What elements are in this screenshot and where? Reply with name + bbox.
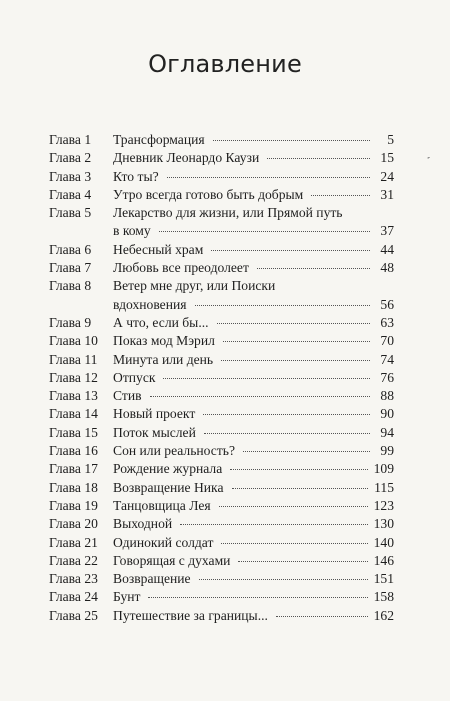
- toc-entry[interactable]: [49, 588, 394, 606]
- toc-entry[interactable]: [49, 479, 394, 497]
- page-number: 76: [380, 369, 394, 385]
- chapter-title: [113, 387, 394, 405]
- chapter-title-line: Возвращение: [113, 571, 191, 587]
- page-number: 130: [373, 516, 394, 532]
- dot-leader: [195, 305, 371, 306]
- dot-leader: [243, 451, 370, 452]
- chapter-title: [113, 497, 394, 515]
- page-number: 94: [380, 424, 394, 440]
- chapter-title: [113, 570, 394, 588]
- chapter-title-line: Бунт: [113, 589, 141, 605]
- chapter-title: [113, 479, 394, 497]
- page-number: 48: [380, 260, 394, 276]
- chapter-number: Глава 13: [49, 388, 98, 404]
- chapter-title-line: Небесный храм: [113, 241, 204, 257]
- toc-entry[interactable]: [49, 351, 394, 369]
- toc-entry[interactable]: [49, 570, 394, 588]
- chapter-number: Глава 5: [49, 205, 92, 221]
- chapter-number: Глава 8: [49, 278, 92, 294]
- dot-leader: [167, 177, 370, 178]
- toc-entry[interactable]: [49, 314, 394, 332]
- chapter-title-line: Кто ты?: [113, 168, 159, 184]
- toc-entry[interactable]: [49, 168, 394, 186]
- toc-entry[interactable]: [49, 607, 394, 625]
- page-number: 158: [373, 589, 394, 605]
- chapter-title-line: А что, если бы...: [113, 314, 209, 330]
- chapter-title-line: Танцовщица Лея: [113, 497, 211, 513]
- page-number: 162: [373, 607, 394, 623]
- dot-leader: [276, 616, 368, 617]
- page-title: Оглавление: [148, 50, 302, 78]
- chapter-title-line: Путешествие за границы...: [113, 607, 268, 623]
- chapter-title: [113, 534, 394, 552]
- chapter-title: [113, 442, 394, 460]
- page-number: 90: [380, 406, 394, 422]
- toc-entry[interactable]: [49, 405, 394, 423]
- toc-entry[interactable]: [49, 332, 394, 350]
- toc-entry[interactable]: [49, 277, 394, 314]
- page-number: 37: [380, 223, 394, 239]
- dot-leader: [238, 561, 367, 562]
- chapter-title-line: Говорящая с духами: [113, 552, 231, 568]
- page-number: 5: [387, 132, 394, 147]
- chapter-title-line: Новый проект: [113, 406, 196, 422]
- chapter-title: [113, 277, 394, 314]
- chapter-title-line: Отпуск: [113, 369, 156, 385]
- dot-leader: [199, 579, 368, 580]
- chapter-number: Глава 10: [49, 333, 98, 349]
- chapter-title-line: Поток мыслей: [113, 424, 196, 440]
- chapter-title-line: Дневник Леонардо Каузи: [113, 150, 260, 166]
- toc-entry[interactable]: [49, 204, 394, 241]
- dot-leader: [211, 250, 370, 251]
- page-number: 88: [380, 388, 394, 404]
- dot-leader: [204, 433, 370, 434]
- chapter-title: [113, 314, 394, 332]
- chapter-number: Глава 6: [49, 241, 92, 257]
- dot-leader: [159, 231, 370, 232]
- dot-leader: [221, 543, 367, 544]
- chapter-number: Глава 25: [49, 607, 98, 623]
- page-number: 151: [373, 571, 394, 587]
- toc-entry[interactable]: [49, 515, 394, 533]
- page-number: 123: [373, 497, 394, 513]
- toc-entry[interactable]: [49, 387, 394, 405]
- page-number: 140: [373, 534, 394, 550]
- dot-leader: [311, 195, 370, 196]
- chapter-title-line: Рождение журнала: [113, 461, 223, 477]
- chapter-title-line: в кому: [113, 223, 151, 239]
- toc-entry[interactable]: [49, 131, 394, 149]
- page-number: 146: [373, 552, 394, 568]
- chapter-title-line: Выходной: [113, 516, 173, 532]
- toc-entry[interactable]: [49, 460, 394, 478]
- chapter-number: Глава 22: [49, 552, 98, 568]
- chapter-number: Глава 19: [49, 497, 98, 513]
- chapter-number: Глава 3: [49, 168, 92, 184]
- toc-entry[interactable]: [49, 534, 394, 552]
- chapter-title-line: Сон или реальность?: [113, 443, 236, 459]
- chapter-title: [113, 460, 394, 478]
- chapter-number: Глава 2: [49, 150, 92, 166]
- chapter-number: Глава 18: [49, 479, 98, 495]
- dot-leader: [203, 414, 370, 415]
- chapter-title: [113, 588, 394, 606]
- page-number: 15: [380, 150, 394, 166]
- chapter-title-line: Минута или день: [113, 351, 214, 367]
- page-number: 74: [380, 351, 394, 367]
- chapter-title-line: вдохновения: [113, 296, 187, 312]
- dot-leader: [150, 396, 370, 397]
- chapter-title-line: Показ мод Мэрил: [113, 333, 215, 349]
- dot-leader: [148, 597, 367, 598]
- chapter-number: Глава 15: [49, 424, 98, 440]
- toc-entry[interactable]: [49, 259, 394, 277]
- chapter-number: Глава 1: [49, 132, 92, 147]
- toc-entry[interactable]: [49, 424, 394, 442]
- chapter-title-line: Утро всегда готово быть добрым: [113, 186, 304, 202]
- chapter-title: [113, 405, 394, 423]
- toc-entry[interactable]: [49, 369, 394, 387]
- dot-leader: [163, 378, 370, 379]
- chapter-title: [113, 204, 394, 241]
- toc-entry[interactable]: [49, 497, 394, 515]
- dot-leader: [221, 360, 370, 361]
- chapter-title: [113, 168, 394, 186]
- toc-entry[interactable]: [49, 241, 394, 259]
- page-number: 31: [380, 186, 394, 202]
- chapter-title: [113, 131, 394, 149]
- toc-entry[interactable]: [49, 149, 394, 167]
- dot-leader: [223, 341, 370, 342]
- chapter-number: Глава 23: [49, 571, 98, 587]
- chapter-number: Глава 14: [49, 406, 98, 422]
- toc-entry[interactable]: [49, 552, 394, 570]
- page-number: 56: [380, 296, 394, 312]
- chapter-title: [113, 241, 394, 259]
- dot-leader: [217, 323, 370, 324]
- dot-leader: [230, 469, 367, 470]
- chapter-title-line: Возвращение Ника: [113, 479, 224, 495]
- chapter-title: [113, 552, 394, 570]
- chapter-title: [113, 424, 394, 442]
- chapter-title: [113, 332, 394, 350]
- page-number: 109: [373, 461, 394, 477]
- dot-leader: [257, 268, 370, 269]
- toc-entry[interactable]: [49, 442, 394, 460]
- chapter-number: Глава 7: [49, 260, 92, 276]
- toc-entry[interactable]: [49, 186, 394, 204]
- chapter-number: Глава 16: [49, 443, 98, 459]
- chapter-title: [113, 149, 394, 167]
- chapter-title: [113, 515, 394, 533]
- paper-mark-icon: ˹: [427, 155, 431, 168]
- page-number: 24: [380, 168, 394, 184]
- dot-leader: [232, 488, 369, 489]
- chapter-number: Глава 9: [49, 314, 92, 330]
- chapter-title: [113, 351, 394, 369]
- chapter-number: Глава 12: [49, 369, 98, 385]
- dot-leader: [267, 158, 370, 159]
- chapter-number: Глава 21: [49, 534, 98, 550]
- chapter-title: [113, 369, 394, 387]
- chapter-title-line: Трансформация: [113, 132, 205, 147]
- chapter-number: Глава 20: [49, 516, 98, 532]
- dot-leader: [180, 524, 367, 525]
- chapter-number: Глава 17: [49, 461, 98, 477]
- chapter-number: Глава 4: [49, 186, 92, 202]
- chapter-title-line: Ветер мне друг, или Поиски: [113, 278, 276, 294]
- chapter-title-line: Стив: [113, 388, 142, 404]
- chapter-title-line: Лекарство для жизни, или Прямой путь: [113, 205, 343, 221]
- dot-leader: [213, 140, 370, 141]
- chapter-title-line: Любовь все преодолеет: [113, 260, 249, 276]
- chapter-title-line: Одинокий солдат: [113, 534, 214, 550]
- chapter-number: Глава 11: [49, 351, 98, 367]
- page-number: 44: [380, 241, 394, 257]
- chapter-title: [113, 186, 394, 204]
- page-number: 63: [380, 314, 394, 330]
- chapter-title: [113, 607, 394, 625]
- chapter-title: [113, 259, 394, 277]
- page-number: 70: [380, 333, 394, 349]
- table-of-contents: [49, 131, 394, 625]
- chapter-number: Глава 24: [49, 589, 98, 605]
- page-number: 115: [374, 479, 394, 495]
- dot-leader: [219, 506, 368, 507]
- page-number: 99: [380, 443, 394, 459]
